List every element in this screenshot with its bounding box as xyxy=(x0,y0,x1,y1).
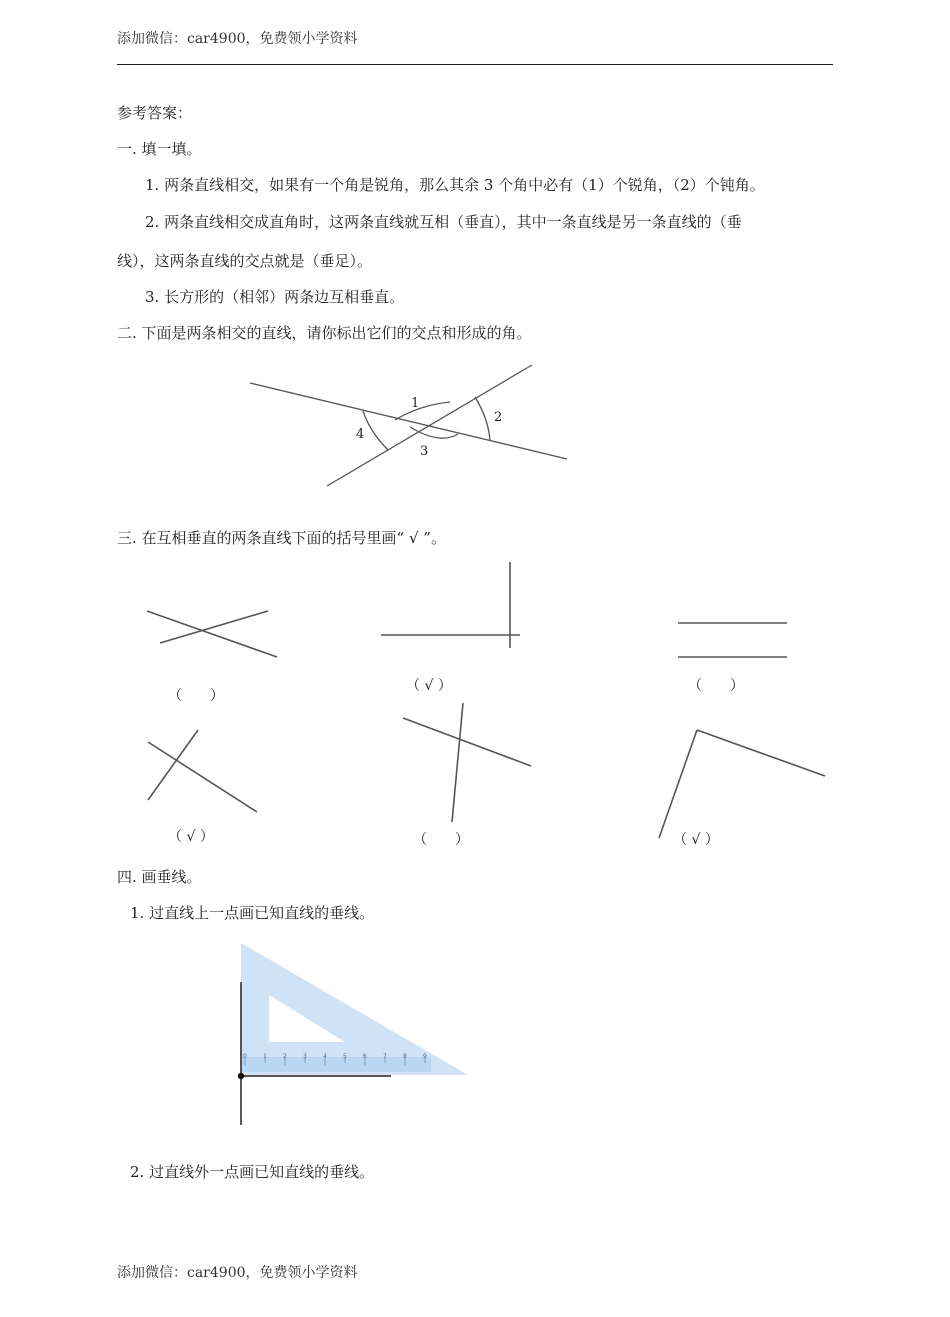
angle-label-3: 3 xyxy=(420,444,429,459)
page-header: 添加微信：car4900，免费领小学资料 xyxy=(117,31,358,47)
ruler-numbers: 0 1 2 3 4 5 6 7 8 9 xyxy=(243,1053,427,1060)
angle-4-arc xyxy=(363,411,388,450)
figures-row-1 xyxy=(147,562,787,657)
point-on-line xyxy=(238,1073,244,1079)
figures-row-2 xyxy=(148,703,825,838)
answer-blank-5: （ ） xyxy=(413,832,469,848)
answer-blank-6: （ √ ） xyxy=(673,832,719,848)
angle-label-4: 4 xyxy=(356,427,365,442)
angle-1-arc xyxy=(395,402,450,420)
angle-label-2: 2 xyxy=(494,410,503,425)
section1-q3: 3. 长方形的（相邻）两条边互相垂直。 xyxy=(145,288,405,306)
section4-heading: 四. 画垂线。 xyxy=(117,868,202,886)
section2-heading: 二. 下面是两条相交的直线，请你标出它们的交点和形成的角。 xyxy=(117,324,532,342)
section1-heading: 一. 填一填。 xyxy=(117,140,202,158)
section4-q1: 1. 过直线上一点画已知直线的垂线。 xyxy=(130,904,375,922)
page-footer: 添加微信：car4900，免费领小学资料 xyxy=(117,1265,358,1281)
answer-blank-2: （ √ ） xyxy=(406,678,452,694)
section1-q1: 1. 两条直线相交，如果有一个角是锐角，那么其余 3 个角中必有（1）个锐角，（2）个钝角。 xyxy=(145,176,765,194)
section3-heading: 三. 在互相垂直的两条直线下面的括号里画“ √ ”。 xyxy=(117,529,446,547)
intersecting-lines-diagram xyxy=(250,365,567,486)
answer-blank-3: （ ） xyxy=(688,678,744,694)
answer-blank-1: （ ） xyxy=(168,688,224,704)
section1-q2-line2: 线），这两条直线的交点就是（垂足）。 xyxy=(117,252,373,270)
angle-label-1: 1 xyxy=(411,396,420,411)
answer-blank-4: （ √ ） xyxy=(168,829,214,845)
answer-title: 参考答案： xyxy=(117,104,193,122)
section4-q2: 2. 过直线外一点画已知直线的垂线。 xyxy=(130,1163,375,1181)
section1-q2-line1: 2. 两条直线相交成直角时，这两条直线就互相（垂直），其中一条直线是另一条直线的（垂 xyxy=(145,213,742,231)
set-square-drawing xyxy=(238,943,468,1125)
angle-2-arc xyxy=(475,397,490,440)
line-a xyxy=(250,383,567,459)
